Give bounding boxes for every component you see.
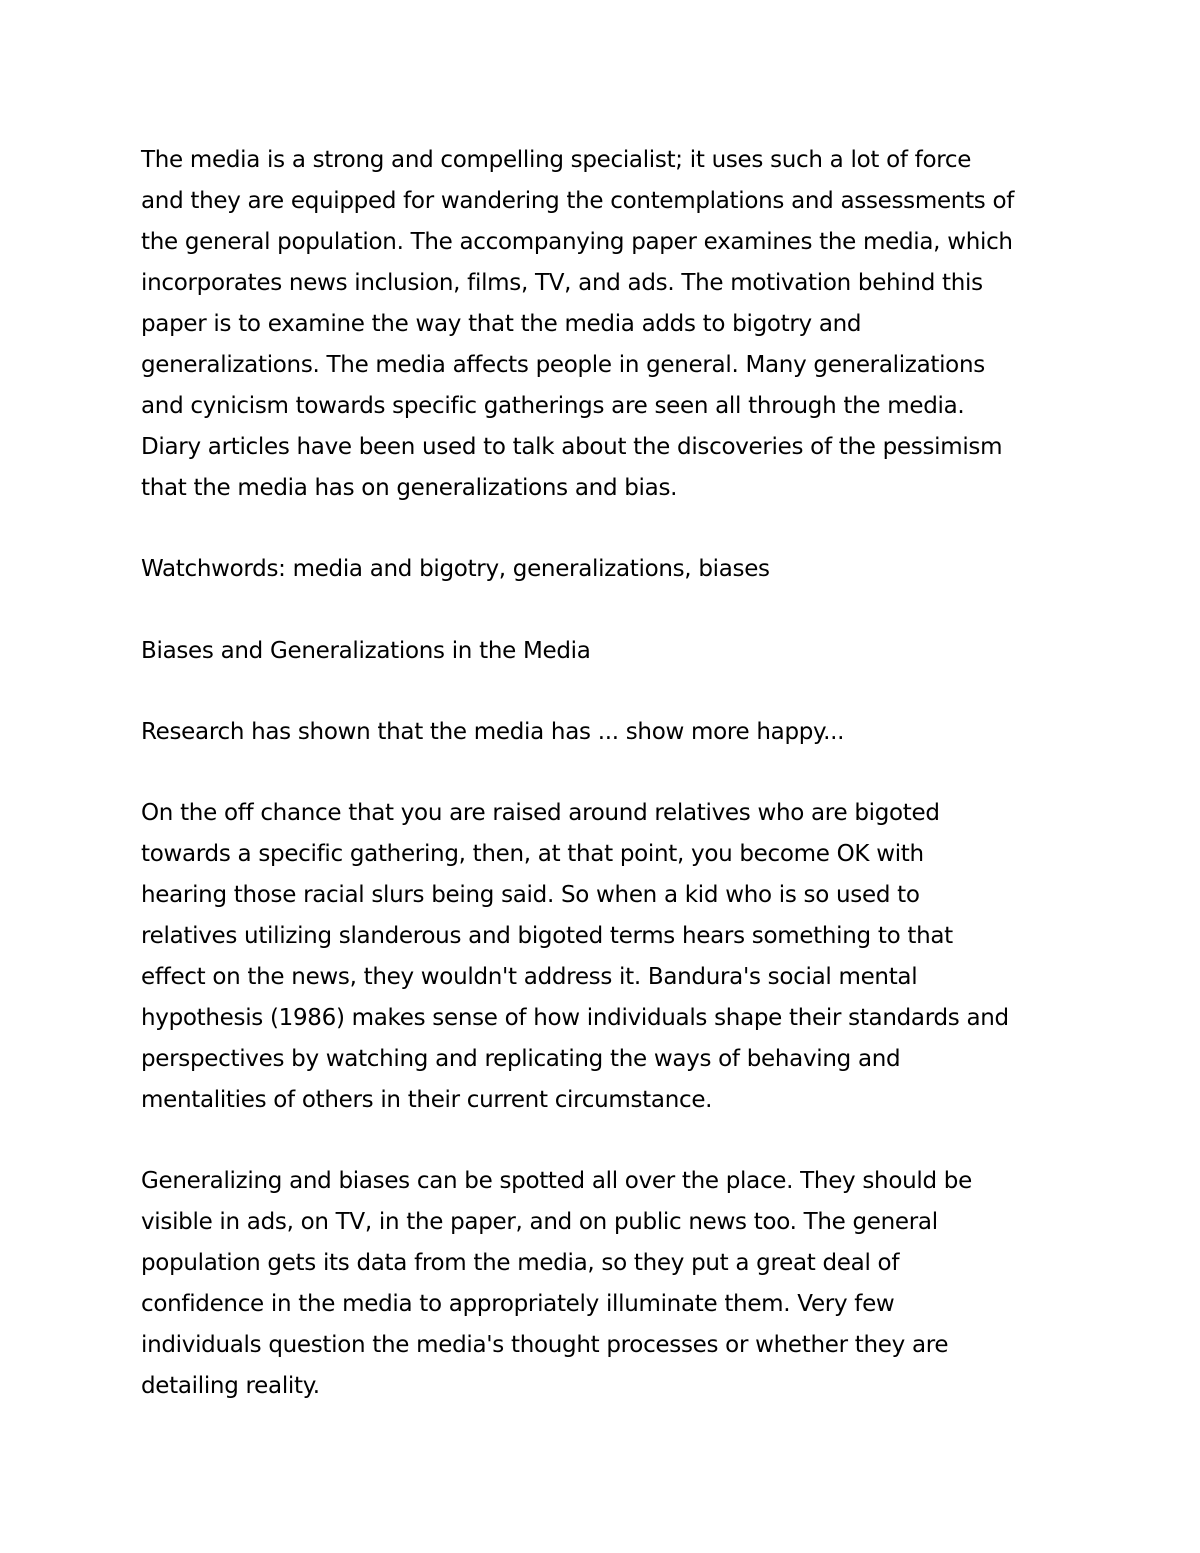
bandura-paragraph (141, 793, 1071, 1121)
paragraph-line: the general population. The accompanying paper examines the media, which (141, 229, 1013, 255)
paragraph-line: incorporates news inclusion, films, TV, and ads. The motivation behind this (141, 270, 983, 296)
paragraph-line: that the media has on generalizations and bias. (141, 475, 678, 501)
paragraph-line: detailing reality. (141, 1373, 320, 1399)
paragraph-line: perspectives by watching and replicating the ways of behaving and (141, 1046, 901, 1072)
research-teaser (141, 712, 1071, 753)
paragraph-line: confidence in the media to appropriately illuminate them. Very few (141, 1291, 895, 1317)
keywords-line (141, 549, 1071, 590)
section-heading-text: Biases and Generalizations in the Media (141, 638, 591, 664)
paragraph-line: population gets its data from the media, so they put a great deal of (141, 1250, 900, 1276)
paragraph-line: The media is a strong and compelling specialist; it uses such a lot of force (141, 147, 972, 173)
section-heading (141, 631, 1071, 672)
paragraph-line: mentalities of others in their current circumstance. (141, 1087, 713, 1113)
paragraph-line: generalizations. The media affects people in general. Many generalizations (141, 352, 985, 378)
paragraph-line: hearing those racial slurs being said. So when a kid who is so used to (141, 882, 920, 908)
paragraph-line: Generalizing and biases can be spotted all over the place. They should be (141, 1168, 972, 1194)
paragraph-line: towards a specific gathering, then, at that point, you become OK with (141, 841, 924, 867)
paragraph-line: paper is to examine the way that the media adds to bigotry and (141, 311, 862, 337)
paragraph-line: individuals question the media's thought processes or whether they are (141, 1332, 949, 1358)
paragraph-line: visible in ads, on TV, in the paper, and on public news too. The general (141, 1209, 938, 1235)
paragraph-line: relatives utilizing slanderous and bigoted terms hears something to that (141, 923, 953, 949)
keywords-text: Watchwords: media and bigotry, generalizations, biases (141, 556, 770, 582)
generalizing-paragraph (141, 1161, 1071, 1407)
paragraph-line: hypothesis (1986) makes sense of how individuals shape their standards and (141, 1005, 1009, 1031)
research-teaser-text: Research has shown that the media has ... show more happy... (141, 719, 845, 745)
abstract-paragraph (141, 140, 1071, 509)
paragraph-line: effect on the news, they wouldn't address it. Bandura's social mental (141, 964, 918, 990)
paragraph-line: and cynicism towards specific gatherings are seen all through the media. (141, 393, 965, 419)
paragraph-line: and they are equipped for wandering the contemplations and assessments of (141, 188, 1015, 214)
paragraph-line: On the off chance that you are raised around relatives who are bigoted (141, 800, 940, 826)
paragraph-line: Diary articles have been used to talk about the discoveries of the pessimism (141, 434, 1003, 460)
